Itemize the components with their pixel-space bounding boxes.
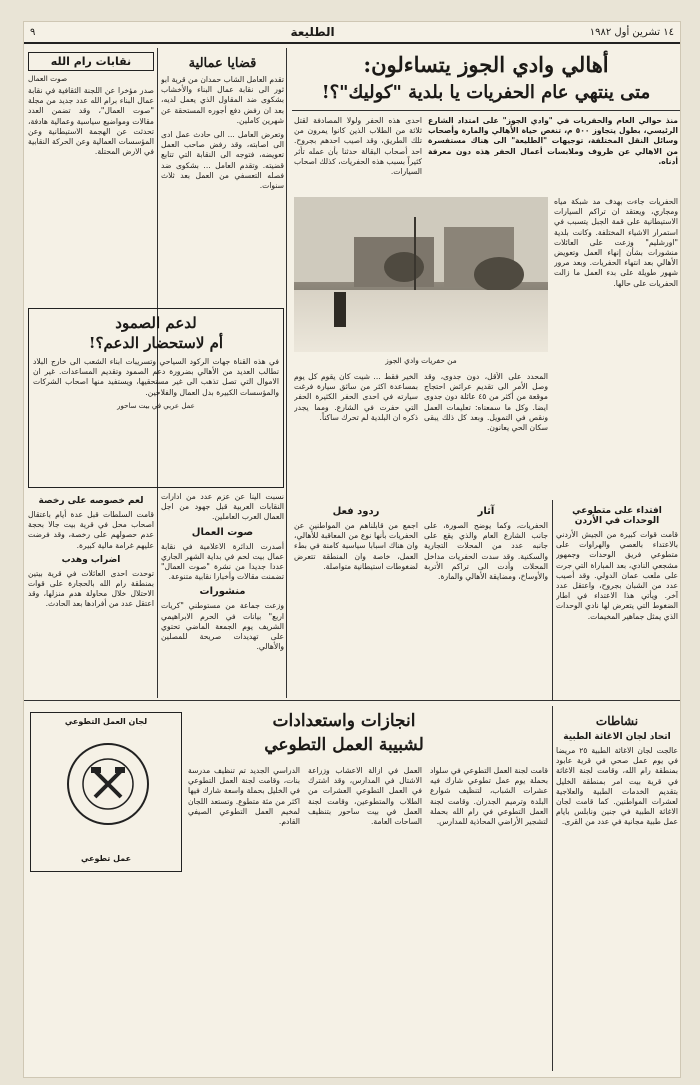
unions-badge: نقابات رام الله <box>28 52 154 71</box>
reactions-text: اجمع من قابلناهم من المواطنين عن الحفريات بأنها نوع من المعاقبة للأهالي، وان هناك اسبابا سياسية كامنة في بطء العمل، خاصة وان المنطقة تتعرض لضغوطات استيطانية متواصلة. <box>294 521 418 571</box>
workers-voice-section <box>161 492 284 697</box>
activities-text: عالجت لجان الاغاثة الطبية ٢٥ مريضا في يوم عمل صحي في قرية عابود بمنطقة رام الله، وقامت لجنة الاغاثة في قرية بيت امر بمنطقة الخليل بتقديم الخدمات الطبية والعلاجية لعشرات المواطنين. كما قامت لجان الاغاثة الطبية في جنين ونابلس بايام عمل طبية مجانية في عدد من القرى. <box>556 746 678 827</box>
effects-title: آثار <box>477 506 495 517</box>
steadfast-text: في هذه القناة جهات الركود السياحي وتسريبات ابناء الشعب الى خارج البلاد تطالب العديد من الأهالي بضرورة دعم الصمود وتقديم المساعدات. غير ان الاموال التي تصل تذهب الى غير مستحقيها، ويستفيد منها اصحاب الشركات والمؤسسات الكبيرة بدل العمال والفلاحين. <box>33 357 279 397</box>
achievements-headline-1: انجازات واستعدادات <box>272 711 416 731</box>
lead-intro <box>428 116 678 196</box>
hammer-pick-icon <box>81 757 135 811</box>
lead-headline-top: أهالي وادي الجوز يتساءلون: <box>363 52 609 77</box>
achievements-col-1 <box>430 766 548 1071</box>
masthead <box>24 22 680 44</box>
lead-col-c <box>424 372 548 497</box>
achievements-col-2 <box>308 766 422 1071</box>
pedestrian-figure <box>334 292 346 327</box>
strike-title: اضراب وهدب <box>61 554 121 565</box>
achievements-text-1: قامت لجنة العمل التطوعي في سلواد بحملة يوم عمل تطوعي شارك فيه عشرات الشباب، لتنظيف شوارع البلدة وترميم الجدران. وقامت لجنة العمل التطوعي في رام الله بحملة لتشجير الأراضي المحاذية للمدارس. <box>430 766 548 827</box>
steadfast-headline-2: أم لاستحضار الدعم؟! <box>88 334 224 352</box>
issue-date: ١٤ تشرين أول ١٩٨٢ <box>589 26 674 38</box>
lead-col-b <box>294 116 422 196</box>
column-rule <box>552 500 553 700</box>
lead-col-a <box>554 197 678 487</box>
newspaper-page <box>24 22 680 1077</box>
lead-headline-bottom: متى ينتهي عام الحفريات يا بلدية "كوليك"؟! <box>321 82 651 103</box>
steadfast-footer: عمل عربي في بيت ساحور <box>117 401 195 410</box>
activities-subtitle: اتحاد لجان الاغاثة الطبية <box>563 732 671 742</box>
steadfast-box <box>28 308 284 488</box>
labor-text-2: وتعرض العامل ... الى حادث عمل ادى الى اصابته، وقد رفض صاحب العمل تعويضه، فتوجه الى النقابة التي تتابع قضيته. وتقدم العامل ... بشكوى ضد فصله التعسفي من العمل بعد ثلاث سنوات. <box>161 130 284 191</box>
activities-header: نشاطات <box>595 714 639 728</box>
lead-col-d-text: الخير فقط ... شيت كان يقوم كل يوم بمساعدة اكثر من سائق سيارة فرغت سيارته في احدى الحفر الكثيرة الحفر التي حفرت في الشارع. ومما يجدر ذكره ان البلدية لم تحرك ساكناً. <box>294 372 418 422</box>
reactions-section <box>294 502 418 697</box>
achievements-text-2: العمل في ازالة الاعشاب وزراعة الاشتال في المدارس، وقد اشترك في العمل التطوعي العشرات من الطلاب والمتطوعين، وقامت لجنة العمل في بيت ساحور بتنظيف الساحات العامة. <box>308 766 422 827</box>
workers-voice-text: أصدرت الدائرة الاعلامية في نقابة عمال بيت لحم في بداية الشهر الجاري عددا جديدا من نشرة "صوت العمال" تضمنت مقالات وأخبارا نقابية متنوعة. <box>161 541 284 582</box>
recruits-text: قامت قوات كبيرة من الجيش الأردني بالاعتداء بالعصي والهراوات على متطوعي فريق الوحدات وجمهور مشجعي النادي، بعد المباراة التي جرت على ملعب عمان الدولي. وقد أصيب عدد من الشبان بجروح، واعتقل عدد آخر. ويأتي هذا الاعتداء في اطار الضغوط التي يتعرض لها نادي الوحدات الذي يمثل جماهير المخيمات. <box>556 530 678 621</box>
publications-title: منشورات <box>199 586 246 598</box>
unions-column <box>28 52 154 302</box>
achievements-col-3 <box>188 766 300 1071</box>
photo-caption: من حفريات وادي الجوز <box>385 356 457 365</box>
emblem-box <box>30 712 182 872</box>
effects-section <box>424 502 548 697</box>
lead-col-d <box>294 372 418 497</box>
page-number: ٩ <box>30 26 36 38</box>
labor-title: قضايا عمالية <box>188 56 257 71</box>
unions-text: صدر مؤخرا عن اللجنة الثقافية في نقابة عمال البناء برام الله عدد جديد من مجلة "صوت العمال"، وقد تضمن العدد مقالات ومواضيع سياسية وعمالية هادفة، تحدثت عن الهجمة الاستيطانية وعن المؤسسات العمالية وعن الحركة النقابية في الارض المحتلة. <box>28 86 154 157</box>
reactions-title: ردود فعل <box>332 506 380 517</box>
recruits-title: افتداء على متطوعي الوحدات في الأردن <box>572 506 662 526</box>
emblem-top-text: لجان العمل التطوعي <box>64 717 148 726</box>
street-photo <box>294 197 548 352</box>
labor-text-1: تقدم العامل الشاب حمدان من قرية ابو ثور الى نقابة عمال البناء والأخشاب بشكوى ضد المقاول الذي يعمل لديه، بعد ان رفض دفع أجوره المستحقة عن شهرين كاملين. <box>161 75 284 125</box>
lead-intro-text: منذ حوالي العام والحفريات في "وادي الجوز" على امتداد الشارع الرئيسي، بطول يتجاوز ٥٠٠ م، تنغص حياة الأهالي والمارة وأصحاب وسائل النقل المختلفة، توجيهات "الطليعة" الى هناك مستفسرة من الاهالي عن ظروف وملابسات أعمال الحفر هذه دون معرفة أدناه. <box>428 116 678 166</box>
effects-text: الحفريات، وكما يوضح الصورة، على جانب الشارع العام والذي يقع على جانبه عدد من المحلات التجارية والسكنية. وقد سدت الحفريات مداخل المحلات وأدت الى تراكم الأتربة والأوساخ، ومضايقة الأهالي والمارة. <box>424 521 548 582</box>
publications-text: وزعت جماعة من مستوطني "كريات اربع" بيانات في الحرم الابراهيمي الشريف يوم الجمعة الماضي تحتوي على تهديدات صريحة للمصلين والأهالي. <box>161 601 284 652</box>
column-rule <box>552 706 553 1071</box>
photo-caption-box <box>294 356 548 368</box>
rumors-strike-section <box>28 492 154 697</box>
workers-voice-title: صوت العمال <box>191 526 254 538</box>
lead-col-b-text: احدى هذه الحفر ولولا المصادفة لقتل ثلاثة من الطلاب الذين كانوا يمرون من تلك الطريق، وقد اصيب احدهم بجروح. احد أصحاب البقالة حدثنا بأن عمله تأثر كثيراً بسبب هذه الحفريات، كذلك اصحاب السيارات. <box>294 116 422 177</box>
section-rule <box>24 700 680 701</box>
newspaper-name: الطليعة <box>290 25 335 39</box>
recruits-section <box>556 502 678 697</box>
headline-rule <box>292 110 680 111</box>
emblem-bottom-text: عمل تطوعي <box>80 854 132 863</box>
steadfast-headline-1: لدعم الصمود <box>115 314 197 332</box>
rumors-text: قامت السلطات قبل عدة أيام باعتقال اصحاب محل في قرية بيت جالا بحجة عدم حصولهم على رخصة، وقد فرضت عليهم غرامة مالية كبيرة. <box>28 510 154 550</box>
lead-col-c-text: المحدد على الأقل، دون جدوى، وقد وصل الأمر الى تقديم عرائض احتجاج موقعة من أكثر من ٤٥ عائلة دون جدوى ايضا. وكل ما سمعناه: تعليمات العمل ونقص في التمويل. وبعد كل ذلك يبقى سكان الحي يعانون. <box>424 372 548 433</box>
lead-col-a-text: الحفريات جاءت بهدف مد شبكة مياه ومجاري، ويعتقد ان تراكم السيارات الاستيطانية على قمة الجبل يتسبب في استمرار الاشياء المختلفة. وكانت بلدية "اورشليم" وزعت على العائلات منشورات بشأن إنهاء العمل وتعويض الأهالي بعد انتهاء الحفريات. وبعد مرور شهور طويلة على بدء العمل ما زالت الحفريات على حالها. <box>554 197 678 288</box>
activities-section <box>556 710 678 1070</box>
achievements-text-3: الدراسي الجديد تم تنظيف مدرسة بنات، وقامت لجنة العمل التطوعي في الخليل بحملة واسعة شارك فيها اكثر من مئة متطوع. وتستعد اللجان لمخيم العمل التطوعي الصيفي القادم. <box>188 766 300 827</box>
emblem-logo <box>67 743 149 825</box>
unions-source: صوت العمال <box>28 74 68 83</box>
column-rule <box>286 48 287 698</box>
rumors-title: لعم خصوصه على رخصة <box>38 496 144 506</box>
strike-text: توحدت احدى العائلات في قرية بيتين بمنطقة رام الله بالحجارة على قوات الاحتلال خلال محاولة هدم منزلها، وقد اعتقل عدد من أفرادها بعد الحادث. <box>28 568 154 609</box>
workers-voice-intro: نسبت الينا عن عزم عدد من ادارات النقابات العربية قبل جهود من اجل العمال العرب العاملين. <box>161 492 284 522</box>
achievements-headline-2: لشبيبة العمل التطوعي <box>264 735 424 755</box>
labor-section <box>161 52 284 302</box>
